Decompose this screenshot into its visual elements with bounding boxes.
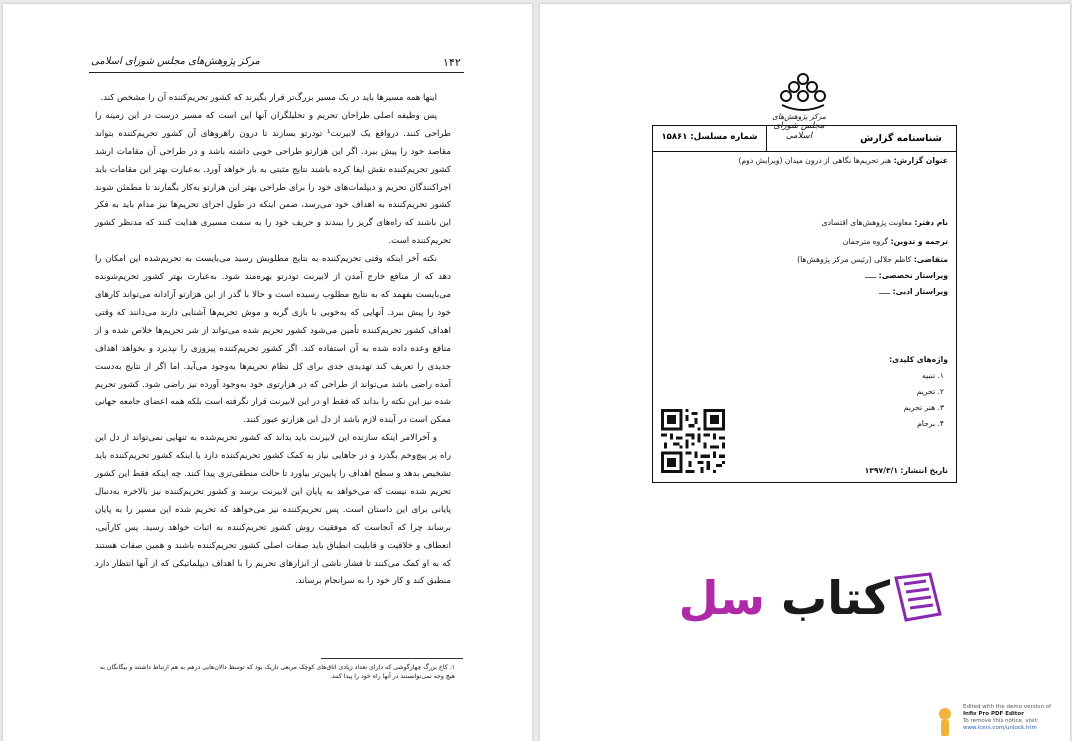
requester-value: کاظم جلالی (رئیس مرکز پژوهش‌ها) bbox=[797, 255, 912, 264]
tech-editor-field bbox=[865, 271, 948, 280]
report-id-card bbox=[652, 125, 957, 483]
watermark-text bbox=[963, 704, 1063, 732]
keyword-item: ۱. تنبیه bbox=[922, 371, 944, 380]
serial-number: شماره مسلسل: ۱۵۸۶۱ bbox=[653, 126, 767, 151]
office-field bbox=[822, 218, 948, 227]
logo-caption-line-2: مجلس شورای اسلامی bbox=[773, 121, 825, 141]
watermark-line-1: Edited with the demo version of bbox=[963, 704, 1052, 710]
page-number: ۱۴۲ bbox=[443, 56, 461, 69]
publish-date-field bbox=[865, 466, 948, 475]
watermark-product: Infix Pro PDF Editor bbox=[963, 711, 1024, 717]
paragraph: نکته آخر اینکه وقتی تحریم‌کننده به نتایج مطلوبش رسید می‌بایست به تحریم‌شده این امکان را دهد که از منافع خارج آمدن از لابیرنت تودرتو بهره‌مند شود. به‌عبارت بهتر کشور تحریم‌شونده می‌بایست بفهمد که به نتایج مطلوب رسیده است و حالا با گذر از این هزارتو آزادانه می‌تواند کارهای خود را پیش ببرد. آنهایی که به‌خوبی با بازی گربه و موش تحریم‌ها آشنایی دارند می‌دانند که وقتی اهداف کشور تحریم‌کننده تأمین می‌شود کشور تحریم شده می‌تواند از شر تحریم‌ها خلاص شده و از منافع وعده داده شده به آن استفاده کند. اگر کشور تحریم‌کننده پیروزی را نپذیرد و بخواهد اهداف جدیدی را تعریف کند تهدیدی جدی برای کل نظام تحریم‌ها به‌وجود می‌آید. اما اگر از نتایج به‌دست آمده راضی باشد می‌تواند از طراحی که در هزارتوی خود به‌وجود آورده نیز راضی شود. کشور تحریم شده نیز این نکته را بداند که فقط او در این لابیرنت قرار نگرفته است بلکه همه اعضای جامعه جهانی ممکن است در آینده لازم باشد از دل این هزارتو عبور کنند. bbox=[95, 254, 451, 426]
watermark-line-2 bbox=[963, 711, 1063, 718]
keyword-item: ۴. برجام bbox=[917, 419, 944, 428]
compiled-by-label: ترجمه و تدوین: bbox=[890, 237, 948, 246]
paragraph: و آخرالامر اینکه سازنده این لابیرنت باید بداند که کشور تحریم‌شده به تنهایی نمی‌تواند از دل این راه پر پیچ‌وخم بگذرد و در جاهایی نیاز به کمک کشور تحریم‌کننده دارد یا اینکه کشور تحریم‌کننده باید تشخیص بدهد و سطح اهداف را پایین‌تر بیاورد تا حالت منطقی‌تری پیدا کنند. چه اینکه فقط این کشور تحریم شده نیست که می‌خواهد به پایان این لابیرنت برسد و کشور تحریم‌کننده نیز بالاخره به‌دنبال پایانی برای این داستان است. پس تحریم‌کننده نیز می‌خواهد که تحریم شده این مسیر را به پایان برساند چرا که آنجاست که موفقیت روش کشور تحریم‌کننده به اثبات خواهد رسید. پس کارآیی، انعطاف و خلاقیت و قابلیت انطباق باید صفات اصلی کشور تحریم‌کننده باشند و همین صفات هستند که به او کمک می‌کنند تا فشار ناشی از ابزارهای تحریم را با اهداف دیپلماتیکی که از آنها انتظار دارد منطبق کند و کار خود را به سرانجام برساند. bbox=[95, 433, 451, 587]
publish-date-value: ۱۳۹۷/۳/۱ bbox=[864, 466, 898, 475]
infix-watermark bbox=[933, 702, 1065, 741]
report-title-label: عنوان گزارش: bbox=[893, 156, 948, 165]
right-page bbox=[540, 4, 1070, 741]
ketabcell-brand bbox=[678, 564, 945, 634]
card-header bbox=[653, 126, 956, 152]
tech-editor-label: ویراستار تخصصی: bbox=[878, 271, 948, 280]
brand-wordmark bbox=[678, 570, 890, 626]
infix-logo-icon bbox=[933, 706, 957, 738]
paragraph: اینها همه مسیرها باید در یک مسیر بزرگ‌تر قرار بگیرند که کشور تحریم‌کننده آن را مشخص کند. bbox=[100, 93, 437, 103]
left-page bbox=[3, 4, 532, 741]
paragraph: پس وظیفه اصلی طراحان تحریم و تحلیلگران آنها این است که مسیر درست در این زمینه را طراحی کنند. درواقع یک لابیرنت¹ تودرتو بسازند تا درون راهروهای آن کشور تحریم‌کننده بتواند مقاصد خود را پیش ببرد. اگر این هزارتو طراحی خوبی داشته باشد و در طراحی آن مقامات ارشد کشور تحریم‌کننده نقش ایفا کرده باشند نتایج مثبتی به بار خواهد آورد. به‌عبارت بهتر این مقامات باید اجراکنندگان تحریم و دیپلمات‌های خود را برای طراحی بهتر این هزارتو به‌کار بگمارند تا مطمئن شوند کشور تحریم‌کننده به اهداف خود می‌رسد، ضمن اینکه در طول اجرای تحریم‌ها نیز مدام باید به فکر این باشند که راه‌های گریز را ببندند و حریف خود را به سمت مسیری هدایت کنند که مدنظر کشور تحریم‌کننده است. bbox=[95, 110, 451, 247]
brand-text-accent: سل bbox=[678, 571, 765, 625]
tech-editor-value: ـــــ bbox=[865, 271, 877, 280]
running-header: مرکز پژوهش‌های مجلس شورای اسلامی bbox=[91, 56, 260, 67]
report-title-field bbox=[738, 156, 948, 165]
keywords-label: واژه‌های کلیدی: bbox=[889, 355, 948, 364]
header-divider bbox=[89, 72, 464, 73]
brand-text-main: کتاب bbox=[764, 571, 890, 625]
logo-caption-line-1: مرکز پژوهش‌های bbox=[772, 112, 826, 121]
footnote: ۱. کاخ بزرگ چهارگوشی که دارای تعداد زیادی اتاق‌های کوچک مربعی تاریک بود که توسط دالان‌هایی درهم به هم ارتباط داشتند و بیگانگان به هیچ وجه نمی‌توانستند در آنها راه خود را پیدا کنند. bbox=[99, 664, 455, 680]
office-label: نام دفتر: bbox=[914, 218, 948, 227]
lit-editor-value: ـــــ bbox=[879, 287, 891, 296]
body-text bbox=[95, 90, 451, 591]
book-pages-icon bbox=[890, 568, 946, 624]
requester-label: متقاضی: bbox=[913, 255, 948, 264]
keyword-item: ۲. تحریم bbox=[916, 387, 944, 396]
lit-editor-label: ویراستار ادبی: bbox=[892, 287, 948, 296]
watermark-link[interactable]: www.iceni.com/unlock.htm bbox=[963, 725, 1037, 731]
card-title: شناسنامه گزارش bbox=[860, 133, 942, 144]
compiled-by-field bbox=[843, 237, 948, 246]
footnote-divider bbox=[321, 658, 463, 659]
qr-code-icon bbox=[661, 409, 725, 473]
requester-field bbox=[797, 255, 948, 264]
compiled-by-value: گروه مترجمان bbox=[842, 237, 889, 246]
office-value: معاونت پژوهش‌های اقتصادی bbox=[821, 218, 912, 227]
report-title-value: هنر تحریم‌ها نگاهی از درون میدان (ویرایش دوم) bbox=[738, 156, 892, 165]
keyword-item: ۳. هنر تحریم bbox=[903, 403, 944, 412]
lit-editor-field bbox=[879, 287, 948, 296]
watermark-line-3: To remove this notice, visit: bbox=[963, 718, 1039, 724]
publish-date-label: تاریخ انتشار: bbox=[900, 466, 948, 475]
